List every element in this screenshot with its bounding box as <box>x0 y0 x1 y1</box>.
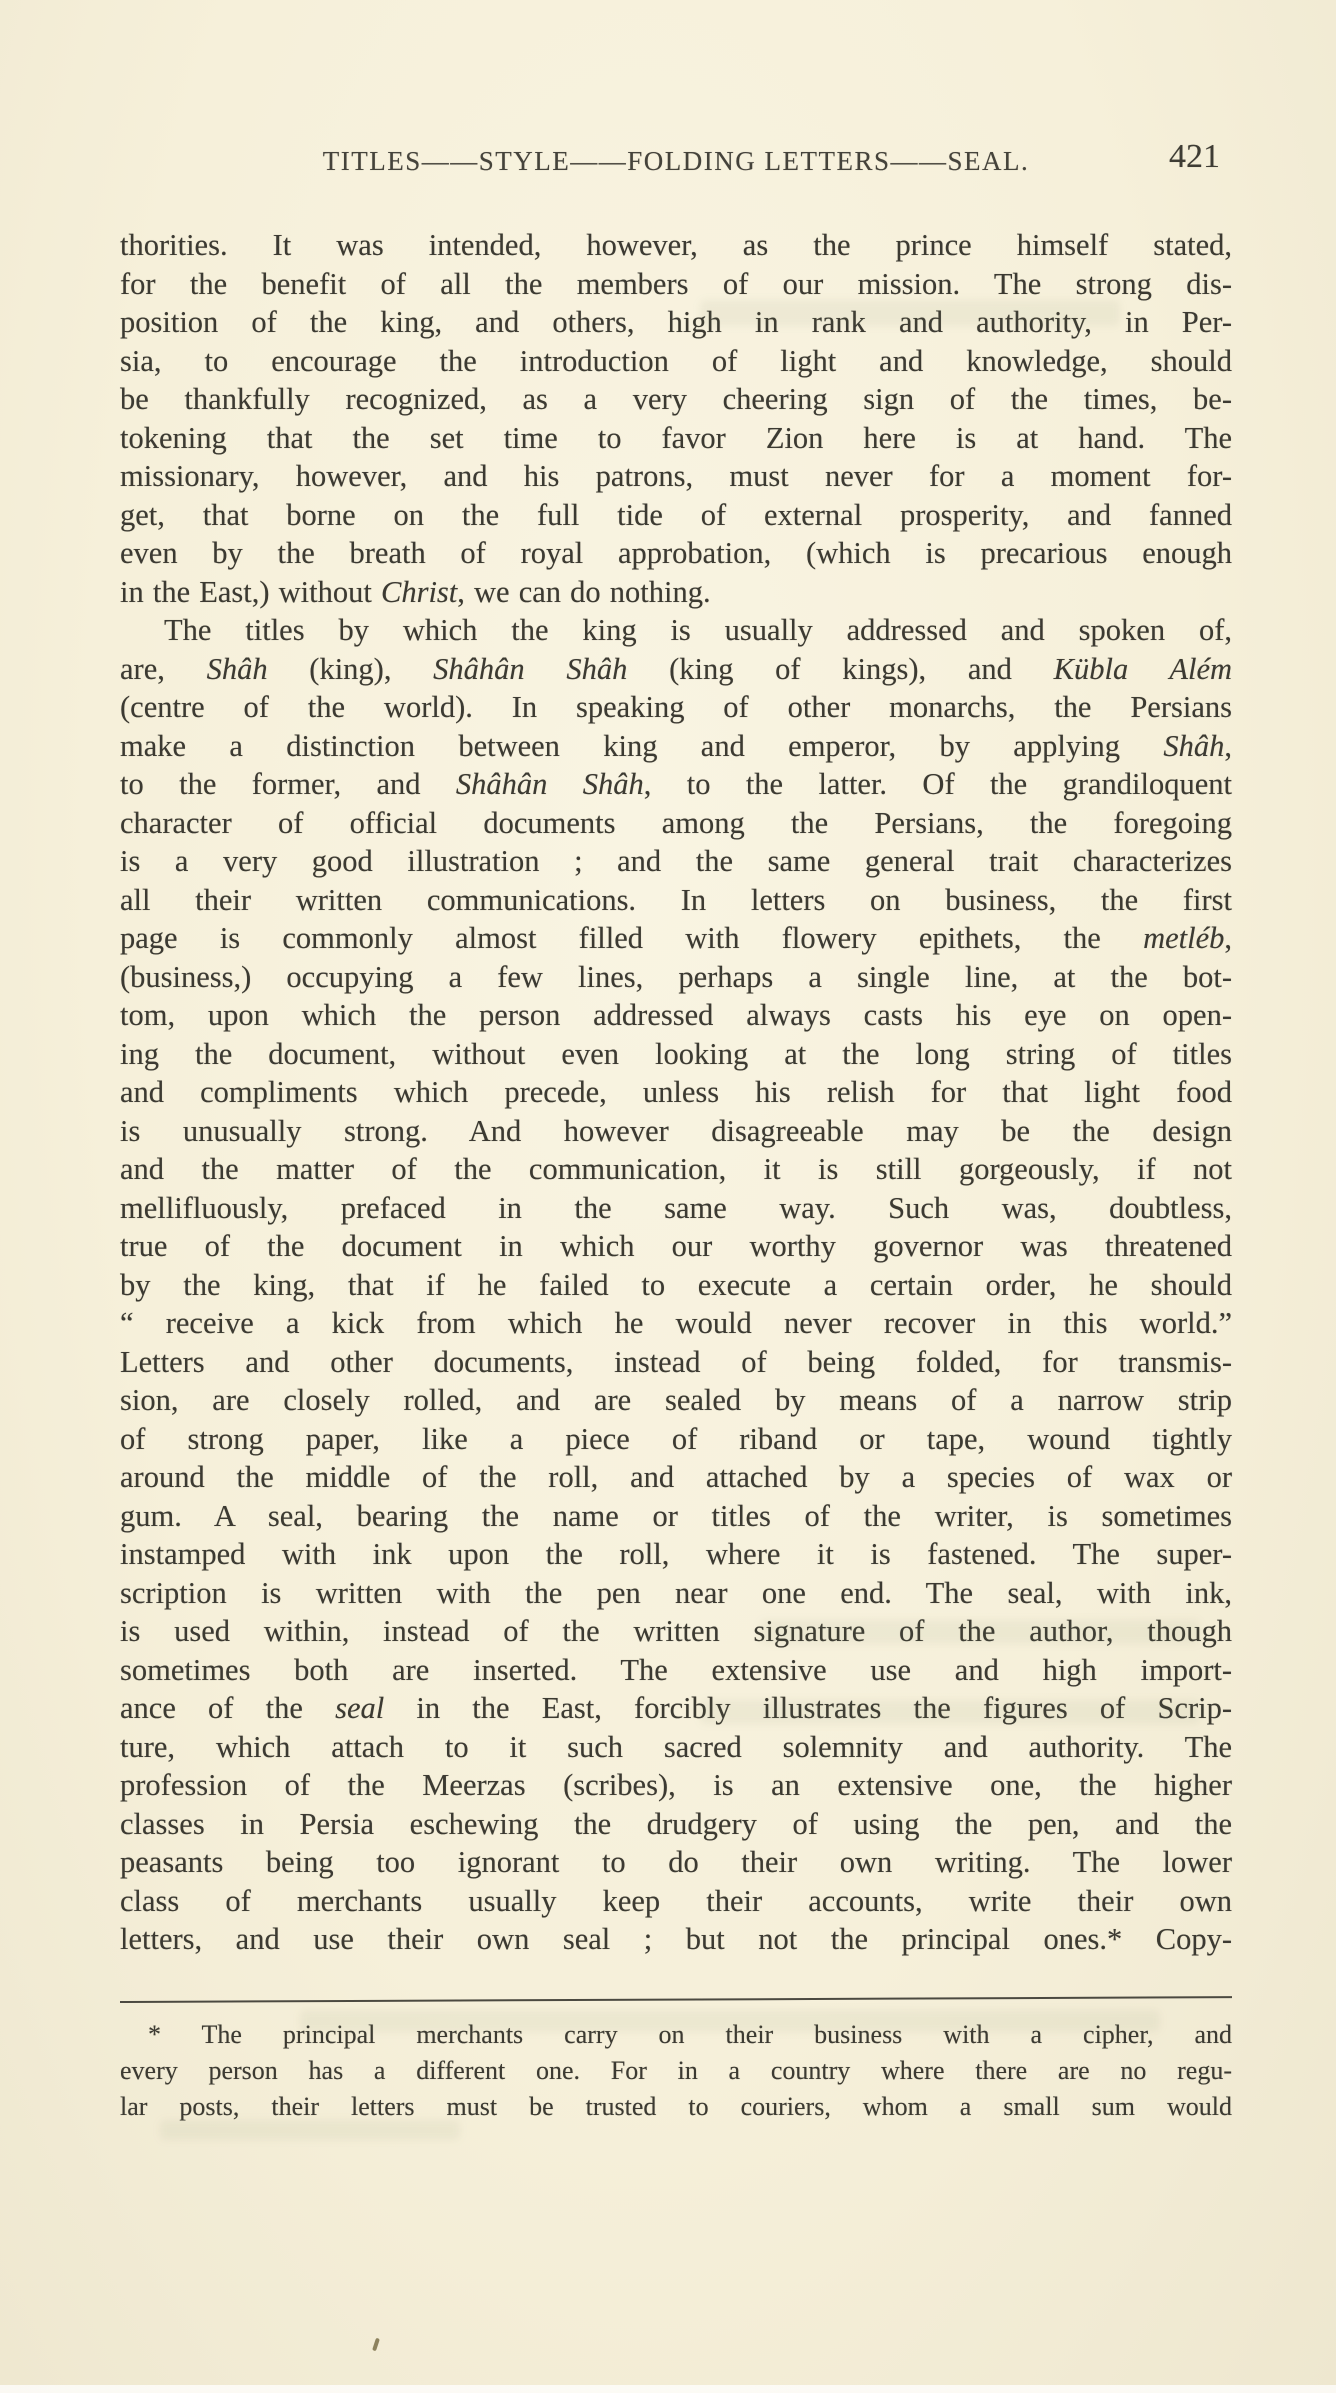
text-block <box>120 226 1232 2125</box>
text-line: true of the document in which our worthy governor was threatened <box>120 1229 1232 1263</box>
page-number: 421 <box>1169 138 1220 175</box>
text-line: peasants being too ignorant to do their own writing. The lower <box>120 1845 1232 1879</box>
text-line: all their written communications. In letters on business, the first <box>120 882 1232 917</box>
ink-speck <box>372 2338 380 2352</box>
text-line: ance of the seal in the East, forcibly illustrates the figures of Scrip- <box>120 1691 1232 1725</box>
text-line: of strong paper, like a piece of riband or tape, wound tightly <box>120 1421 1232 1456</box>
text-line: class of merchants usually keep their accounts, write their own <box>120 1883 1232 1918</box>
text-line: page is commonly almost filled with flowery epithets, the metléb, <box>120 921 1232 955</box>
text-line: mellifluously, prefaced in the same way. Such was, doubtless, <box>120 1190 1232 1225</box>
scan-bottom-edge <box>0 2385 1336 2393</box>
text-line: sia, to encourage the introduction of light and knowledge, should <box>120 343 1232 378</box>
text-line: “ receive a kick from which he would never recover in this world.” <box>120 1306 1232 1340</box>
running-header: TITLES——STYLE——FOLDING LETTERS——SEAL. <box>322 146 1030 176</box>
text-line: ture, which attach to it such sacred solemnity and authority. The <box>120 1729 1232 1764</box>
text-line: and compliments which precede, unless his relish for that light food <box>120 1075 1232 1109</box>
paragraph <box>120 2017 1232 2125</box>
text-line: be thankfully recognized, as a very cheering sign of the times, be- <box>120 382 1232 416</box>
text-line: in the East,) without Christ, we can do nothing. <box>120 574 711 609</box>
text-line: profession of the Meerzas (scribes), is an extensive one, the higher <box>120 1768 1232 1802</box>
text-line: classes in Persia eschewing the drudgery of using the pen, and the <box>120 1806 1232 1841</box>
text-line: sion, are closely rolled, and are sealed by means of a narrow strip <box>120 1383 1232 1417</box>
footnote-divider <box>120 1996 1232 2003</box>
text-line: and the matter of the communication, it is still gorgeously, if not <box>120 1152 1232 1186</box>
text-line: even by the breath of royal approbation, (which is precarious enough <box>120 536 1232 570</box>
text-line: every person has a different one. For in a country where there are no regu- <box>120 2055 1232 2085</box>
text-line: character of official documents among the Persians, the foregoing <box>120 805 1232 840</box>
text-line: missionary, however, and his patrons, must never for a moment for- <box>120 459 1232 493</box>
text-line: (centre of the world). In speaking of other monarchs, the Persians <box>120 690 1232 724</box>
text-line: are, Shâh (king), Shâhân Shâh (king of kings), and Kübla Além <box>120 651 1233 686</box>
text-line: around the middle of the roll, and attached by a species of wax or <box>120 1460 1232 1494</box>
paragraph <box>120 226 1232 611</box>
body-text <box>120 226 1232 1959</box>
text-line: tokening that the set time to favor Zion here is at hand. The <box>120 420 1232 455</box>
text-line: is unusually strong. And however disagreeable may be the design <box>120 1113 1232 1148</box>
text-line: thorities. It was intended, however, as the prince himself stated, <box>120 228 1232 262</box>
text-line: scription is written with the pen near one end. The seal, with ink, <box>120 1575 1232 1610</box>
text-line: make a distinction between king and emperor, by applying Shâh, <box>120 728 1232 763</box>
text-line: The titles by which the king is usually addressed and spoken of, <box>164 613 1232 647</box>
text-line: instamped with ink upon the roll, where it is fastened. The super- <box>120 1537 1232 1571</box>
paragraph <box>120 611 1232 1959</box>
text-line: position of the king, and others, high in rank and authority, in Per- <box>120 305 1232 339</box>
text-line: get, that borne on the full tide of external prosperity, and fanned <box>120 497 1232 532</box>
text-line: * The principal merchants carry on their business with a cipher, and <box>148 2019 1232 2049</box>
text-line: sometimes both are inserted. The extensive use and high import- <box>120 1652 1232 1687</box>
text-line: for the benefit of all the members of our mission. The strong dis- <box>120 266 1232 301</box>
text-line: by the king, that if he failed to execute a certain order, he should <box>120 1267 1232 1302</box>
text-line: lar posts, their letters must be trusted to couriers, whom a small sum would <box>120 2091 1232 2121</box>
text-line: to the former, and Shâhân Shâh, to the latter. Of the grandiloquent <box>120 767 1232 801</box>
footnote <box>120 2017 1232 2125</box>
text-line: tom, upon which the person addressed always casts his eye on open- <box>120 998 1232 1032</box>
text-line: letters, and use their own seal ; but not the principal ones.* Copy- <box>120 1922 1232 1956</box>
text-line: is used within, instead of the written signature of the author, though <box>120 1614 1232 1648</box>
text-line: gum. A seal, bearing the name or titles of the writer, is sometimes <box>120 1498 1232 1533</box>
text-line: ing the document, without even looking at the long string of titles <box>120 1036 1232 1071</box>
text-line: Letters and other documents, instead of being folded, for transmis- <box>120 1344 1232 1379</box>
text-line: is a very good illustration ; and the same general trait characterizes <box>120 844 1232 878</box>
text-line: (business,) occupying a few lines, perhaps a single line, at the bot- <box>120 959 1232 994</box>
